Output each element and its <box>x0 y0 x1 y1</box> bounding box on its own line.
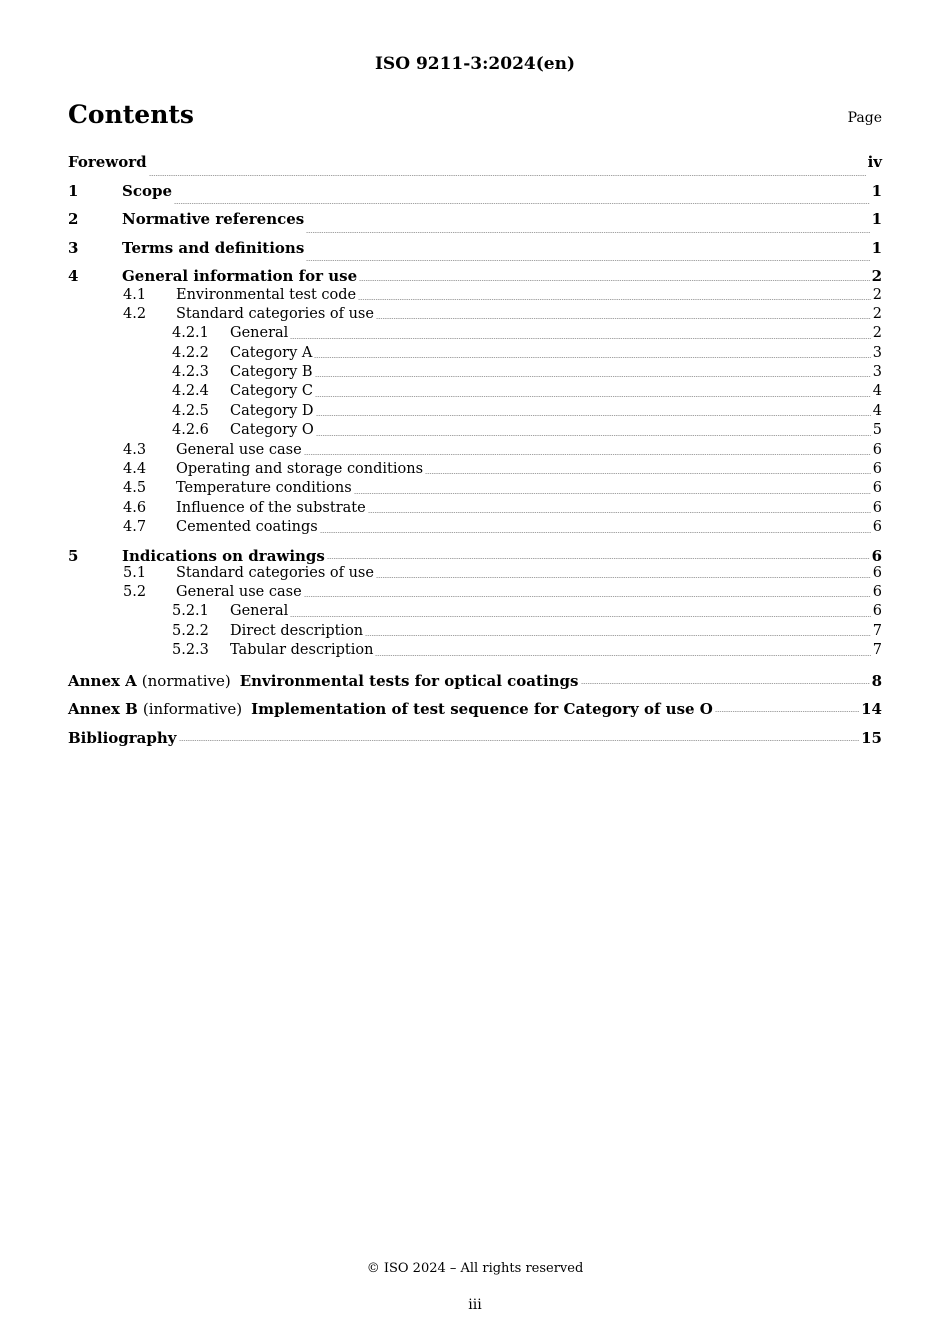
toc-page: 2 <box>872 286 882 303</box>
toc-title: Operating and storage conditions <box>176 461 424 478</box>
toc-page: 6 <box>872 499 882 516</box>
toc-entry-4[interactable] <box>68 267 882 287</box>
toc-entry-4-5[interactable] <box>68 480 882 499</box>
toc-page: 3 <box>872 364 882 381</box>
toc-number: 4.4 <box>123 461 147 478</box>
dot-leader <box>581 683 870 684</box>
toc-number: 4.2.3 <box>172 364 209 381</box>
toc-title: Standard categories of use <box>176 305 374 322</box>
toc-page: 4 <box>872 402 882 419</box>
toc-number: 4.1 <box>123 286 147 303</box>
toc-page: 15 <box>861 728 882 747</box>
toc-title: Environmental tests for optical coatings <box>239 671 579 690</box>
toc-page: 6 <box>872 564 882 581</box>
dot-leader <box>316 415 871 416</box>
table-of-contents <box>68 153 882 747</box>
dot-leader <box>304 454 871 455</box>
toc-number: 5.2.1 <box>172 603 209 620</box>
toc-page: 6 <box>872 480 882 497</box>
dot-leader <box>375 655 870 656</box>
dot-leader <box>320 532 871 533</box>
toc-title: General information for use <box>122 267 358 285</box>
toc-title: Category D <box>230 402 314 419</box>
toc-number: 4.2.2 <box>172 344 209 361</box>
toc-page: iv <box>867 153 882 171</box>
toc-page: 1 <box>871 210 882 228</box>
dot-leader <box>306 260 869 261</box>
toc-page: 6 <box>872 461 882 478</box>
toc-entry-bibliography[interactable] <box>68 718 882 747</box>
toc-page: 6 <box>872 441 882 458</box>
toc-entry-4-6[interactable] <box>68 500 882 519</box>
toc-page: 14 <box>861 700 882 719</box>
dot-leader <box>315 396 871 397</box>
toc-page: 2 <box>872 305 882 322</box>
toc-page: 7 <box>872 642 882 659</box>
toc-entry-annex-b[interactable] <box>68 690 882 719</box>
toc-entry-2[interactable] <box>68 210 882 239</box>
dot-leader <box>174 203 870 204</box>
toc-number: 5.2.3 <box>172 642 209 659</box>
dot-leader <box>359 280 869 281</box>
toc-title: General <box>230 603 289 620</box>
toc-number: 2 <box>68 210 79 228</box>
toc-title: Terms and definitions <box>122 238 305 257</box>
toc-entry-4-7[interactable] <box>68 519 882 538</box>
toc-page: 6 <box>871 546 882 565</box>
toc-title: Tabular description <box>230 642 374 659</box>
toc-title: Influence of the substrate <box>176 499 366 516</box>
toc-entry-5-2-1[interactable] <box>68 603 882 622</box>
toc-entry-4-2-5[interactable] <box>68 403 882 422</box>
toc-page: 6 <box>872 519 882 536</box>
toc-title: Implementation of test sequence for Category of use O <box>251 700 713 719</box>
toc-page: 5 <box>872 422 882 439</box>
toc-number: 4.2.5 <box>172 402 209 419</box>
toc-title: General use case <box>176 441 302 458</box>
toc-page: 6 <box>872 603 882 620</box>
toc-title: General <box>230 325 289 342</box>
toc-entry-5-2-2[interactable] <box>68 623 882 642</box>
toc-number: 4.2.4 <box>172 383 209 400</box>
toc-title: Category A <box>230 344 313 361</box>
annex-label: Annex B <box>68 700 138 719</box>
dot-leader <box>425 473 871 474</box>
toc-number: 4.5 <box>123 480 147 497</box>
toc-number: 4.2.6 <box>172 422 209 439</box>
toc-number: 3 <box>68 238 79 257</box>
toc-title: General use case <box>176 583 302 600</box>
toc-page: 7 <box>872 622 882 639</box>
dot-leader <box>327 558 870 559</box>
toc-number: 4.2.1 <box>172 325 209 342</box>
toc-page: 1 <box>871 238 882 257</box>
dot-leader <box>315 376 871 377</box>
toc-entry-4-2-2[interactable] <box>68 345 882 364</box>
toc-number: 4.2 <box>123 305 147 322</box>
annex-kind: (informative) <box>142 700 243 719</box>
toc-entry-4-1[interactable] <box>68 287 882 306</box>
toc-entry-4-2-4[interactable] <box>68 383 882 402</box>
dot-leader <box>306 232 869 233</box>
toc-page: 2 <box>872 325 882 342</box>
document-identifier: ISO 9211-3:2024(en) <box>374 54 575 74</box>
toc-entry-foreword[interactable] <box>68 153 882 182</box>
page-number: iii <box>468 1297 482 1313</box>
toc-entry-5-2-3[interactable] <box>68 642 882 661</box>
toc-title: Direct description <box>230 622 364 639</box>
toc-title: Scope <box>122 181 173 200</box>
dot-leader <box>290 616 870 617</box>
toc-number: 4.6 <box>123 499 147 516</box>
toc-title: Category C <box>230 383 313 400</box>
toc-number: 5.1 <box>123 564 147 581</box>
dot-leader <box>376 577 871 578</box>
toc-page: 4 <box>872 383 882 400</box>
toc-page: 1 <box>871 181 882 200</box>
toc-entry-5[interactable] <box>68 539 882 565</box>
toc-title: Standard categories of use <box>176 564 374 581</box>
toc-title: Cemented coatings <box>176 519 318 536</box>
dot-leader <box>304 596 871 597</box>
dot-leader <box>358 299 871 300</box>
toc-number: 4.3 <box>123 441 147 458</box>
dot-leader <box>179 740 860 741</box>
toc-title: Bibliography <box>68 728 177 747</box>
toc-entry-4-2[interactable] <box>68 306 882 325</box>
dot-leader <box>368 512 871 513</box>
dot-leader <box>365 635 871 636</box>
toc-number: 5.2.2 <box>172 622 209 639</box>
toc-entry-annex-a[interactable] <box>68 662 882 690</box>
toc-number: 4.7 <box>123 519 147 536</box>
toc-entry-4-4[interactable] <box>68 461 882 480</box>
toc-entry-4-2-1[interactable] <box>68 325 882 344</box>
toc-entry-1[interactable] <box>68 182 882 211</box>
toc-entry-5-1[interactable] <box>68 565 882 584</box>
dot-leader <box>354 493 871 494</box>
copyright-notice: © ISO 2024 – All rights reserved <box>366 1261 584 1276</box>
annex-label: Annex A <box>68 671 137 690</box>
toc-page: 2 <box>871 267 882 285</box>
dot-leader <box>314 357 870 358</box>
toc-title: Category B <box>230 364 313 381</box>
toc-entry-5-2[interactable] <box>68 584 882 603</box>
toc-title: Indications on drawings <box>122 546 325 565</box>
toc-entry-4-2-3[interactable] <box>68 364 882 383</box>
toc-title: Category O <box>230 422 314 439</box>
dot-leader <box>715 711 859 712</box>
dot-leader <box>290 338 870 339</box>
toc-page: 6 <box>872 583 882 600</box>
toc-number: 5 <box>68 546 79 565</box>
toc-title: Foreword <box>68 153 147 171</box>
toc-title: Normative references <box>122 210 305 228</box>
toc-number: 4 <box>68 267 79 285</box>
toc-title: Environmental test code <box>176 286 357 303</box>
dot-leader <box>149 175 866 176</box>
toc-page: 8 <box>871 671 882 690</box>
toc-number: 5.2 <box>123 583 147 600</box>
contents-heading: Contents <box>68 100 195 129</box>
toc-entry-4-3[interactable] <box>68 442 882 461</box>
dot-leader <box>376 318 871 319</box>
toc-page: 3 <box>872 344 882 361</box>
toc-entry-3[interactable] <box>68 239 882 268</box>
annex-kind: (normative) <box>141 671 231 690</box>
toc-entry-4-2-6[interactable] <box>68 422 882 441</box>
toc-title: Temperature conditions <box>176 480 352 497</box>
toc-number: 1 <box>68 181 79 200</box>
page-column-label: Page <box>847 110 882 126</box>
dot-leader <box>316 435 871 436</box>
